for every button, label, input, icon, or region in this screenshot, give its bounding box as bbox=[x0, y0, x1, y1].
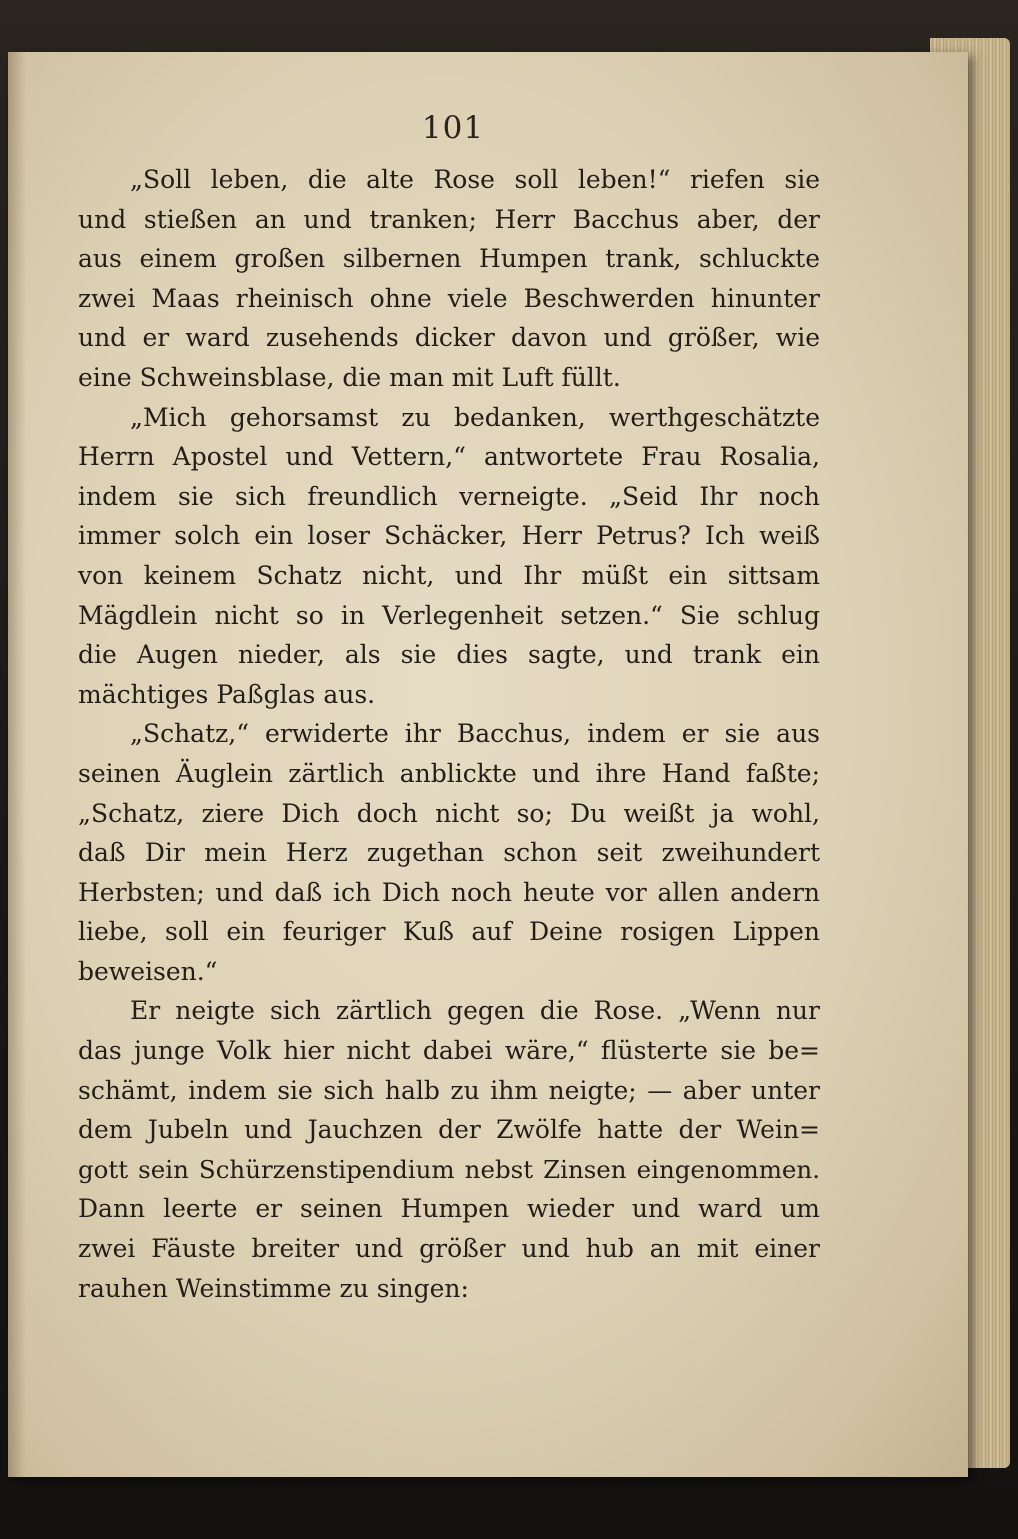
text-line: mächtiges Paßglas aus. bbox=[78, 679, 376, 709]
page-number: 101 bbox=[421, 110, 485, 146]
text-line: liebe, soll ein feuriger Kuß auf Deine rosigen Lippen bbox=[78, 917, 820, 947]
text-line: beweisen.“ bbox=[78, 956, 218, 986]
text-line: zwei Maas rheinisch ohne viele Beschwerden hinunter bbox=[78, 283, 820, 313]
text-line: und stießen an und tranken; Herr Bacchus aber, der bbox=[78, 204, 820, 234]
text-line: schämt, indem sie sich halb zu ihm neigte; — aber unter bbox=[78, 1075, 820, 1105]
text-line: Herbsten; und daß ich Dich noch heute vor allen andern bbox=[78, 877, 820, 907]
body-text bbox=[78, 160, 820, 1308]
text-line: Er neigte sich zärtlich gegen die Rose. „Wenn nur bbox=[130, 996, 820, 1026]
text-line: Mägdlein nicht so in Verlegenheit setzen.“ Sie schlug bbox=[78, 600, 820, 630]
text-line: rauhen Weinstimme zu singen: bbox=[78, 1273, 469, 1303]
text-line: eine Schweinsblase, die man mit Luft füllt. bbox=[78, 362, 621, 392]
text-line: „Schatz, ziere Dich doch nicht so; Du weißt ja wohl, bbox=[78, 798, 820, 828]
text-line: dem Jubeln und Jauchzen der Zwölfe hatte der Wein= bbox=[78, 1115, 820, 1145]
text-line: indem sie sich freundlich verneigte. „Seid Ihr noch bbox=[78, 481, 820, 511]
text-line: Dann leerte er seinen Humpen wieder und ward um bbox=[78, 1194, 820, 1224]
text-line: „Schatz,“ erwiderte ihr Bacchus, indem er sie aus bbox=[130, 719, 820, 749]
text-line: seinen Äuglein zärtlich anblickte und ihre Hand faßte; bbox=[78, 758, 820, 788]
text-line: und er ward zusehends dicker davon und größer, wie bbox=[78, 323, 820, 353]
text-line: aus einem großen silbernen Humpen trank, schluckte bbox=[78, 244, 820, 274]
text-line: das junge Volk hier nicht dabei wäre,“ flüsterte sie be= bbox=[78, 1036, 820, 1066]
text-line: von keinem Schatz nicht, und Ihr müßt ein sittsam bbox=[78, 560, 820, 590]
text-line: immer solch ein loser Schäcker, Herr Petrus? Ich weiß bbox=[78, 521, 820, 551]
text-line: „Mich gehorsamst zu bedanken, werthgeschätzte bbox=[130, 402, 820, 432]
text-line: Herrn Apostel und Vettern,“ antwortete Frau Rosalia, bbox=[78, 442, 820, 472]
text-line: zwei Fäuste breiter und größer und hub an mit einer bbox=[78, 1234, 820, 1264]
text-line: daß Dir mein Herz zugethan schon seit zweihundert bbox=[78, 838, 820, 868]
text-line: gott sein Schürzenstipendium nebst Zinsen eingenommen. bbox=[78, 1154, 820, 1184]
text-line: „Soll leben, die alte Rose soll leben!“ riefen sie bbox=[130, 165, 820, 194]
book-page bbox=[8, 52, 968, 1477]
text-line: die Augen nieder, als sie dies sagte, und trank ein bbox=[78, 640, 820, 670]
